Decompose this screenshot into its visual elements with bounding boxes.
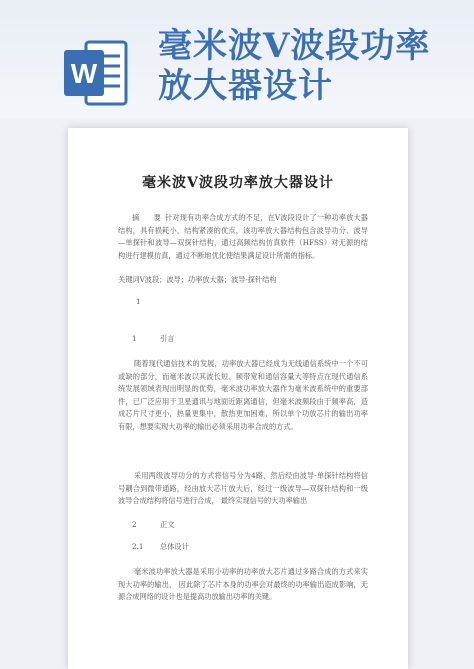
banner-title-line1: 毫米波V波段功率 [158,26,431,66]
keywords: 关键词Ⅴ波段；波导；功率放大器；波导-探针结构 [118,275,277,284]
banner-title [158,26,458,106]
abstract-label-2: 要 [153,213,162,222]
section-1-heading [118,334,174,344]
header-banner [0,0,474,118]
section-2-number: 2 [132,520,137,529]
section-1-number: 1 [132,334,137,343]
word-letter: W [70,58,98,89]
intro-paragraph: 随着现代通信技术的发展，功率放大器已经成为无线通信系统中一个不可或缺的部分，而毫米波以其波长短、频带宽和通信容量大等特点在现代通信系统发展领域表现出明显的优势，毫米波功率放大器作为毫米波系统中的重要部件，已广泛应用于卫星通讯与地面近距离通信，但毫米波频段由于频率高，造成芯片尺寸更小，热量更集中，散热更加困难，所以单个功放芯片的输出功率有限，想要实现大功率的输出必须采用功率合成的方式。 [118,359,368,431]
section-2-1-heading [118,542,189,552]
banner-title-line2: 放大器设计 [158,66,333,106]
word-document-icon [64,38,128,108]
section-2-1-number: 2.1 [132,542,144,551]
abstract-paragraph [118,212,368,262]
design-paragraph: 毫米波功率放大器是采用小功率的功率放大芯片通过多路合成的方式来实现大功率的输出， 因此除了芯片本身的功率会对最终的功率输出造成影响，无源合成网络的设计也是提高功放输出功率的关键。 [118,567,368,601]
document-page [68,128,408,669]
section-2-title: 正文 [160,520,175,529]
section-marker: 1 [136,297,141,306]
abstract-text: 针对现有功率合成方式的不足，在Ⅴ波段设计了一种功率放大器结构，具有损耗小，结构紧凑的优点，该功率放大器结构包含波导功分、波导—单探针和波导—双探针结构，通过高频结构仿真软件（HFSS）对无源的结构进行建模仿真，通过不断地优化使结果满足设计所需的指标。 [118,213,368,260]
section-2-heading [118,520,174,530]
document-title: 毫米波Ⅴ波段功率放大器设计 [142,175,334,191]
abstract-label: 摘 [132,213,140,222]
section-2-1-title: 总体设计 [160,542,189,551]
method-paragraph: 采用两级波导功分的方式将信号分为4路，然后经由波导-单探针结构将信号耦合到微带通路，经由放大芯片放大后，经过一级波导—双探针结构和一级波导合成结构将信号进行合成， 最终实现信号的大功率输出 [118,471,368,505]
section-1-title: 引言 [160,334,175,343]
